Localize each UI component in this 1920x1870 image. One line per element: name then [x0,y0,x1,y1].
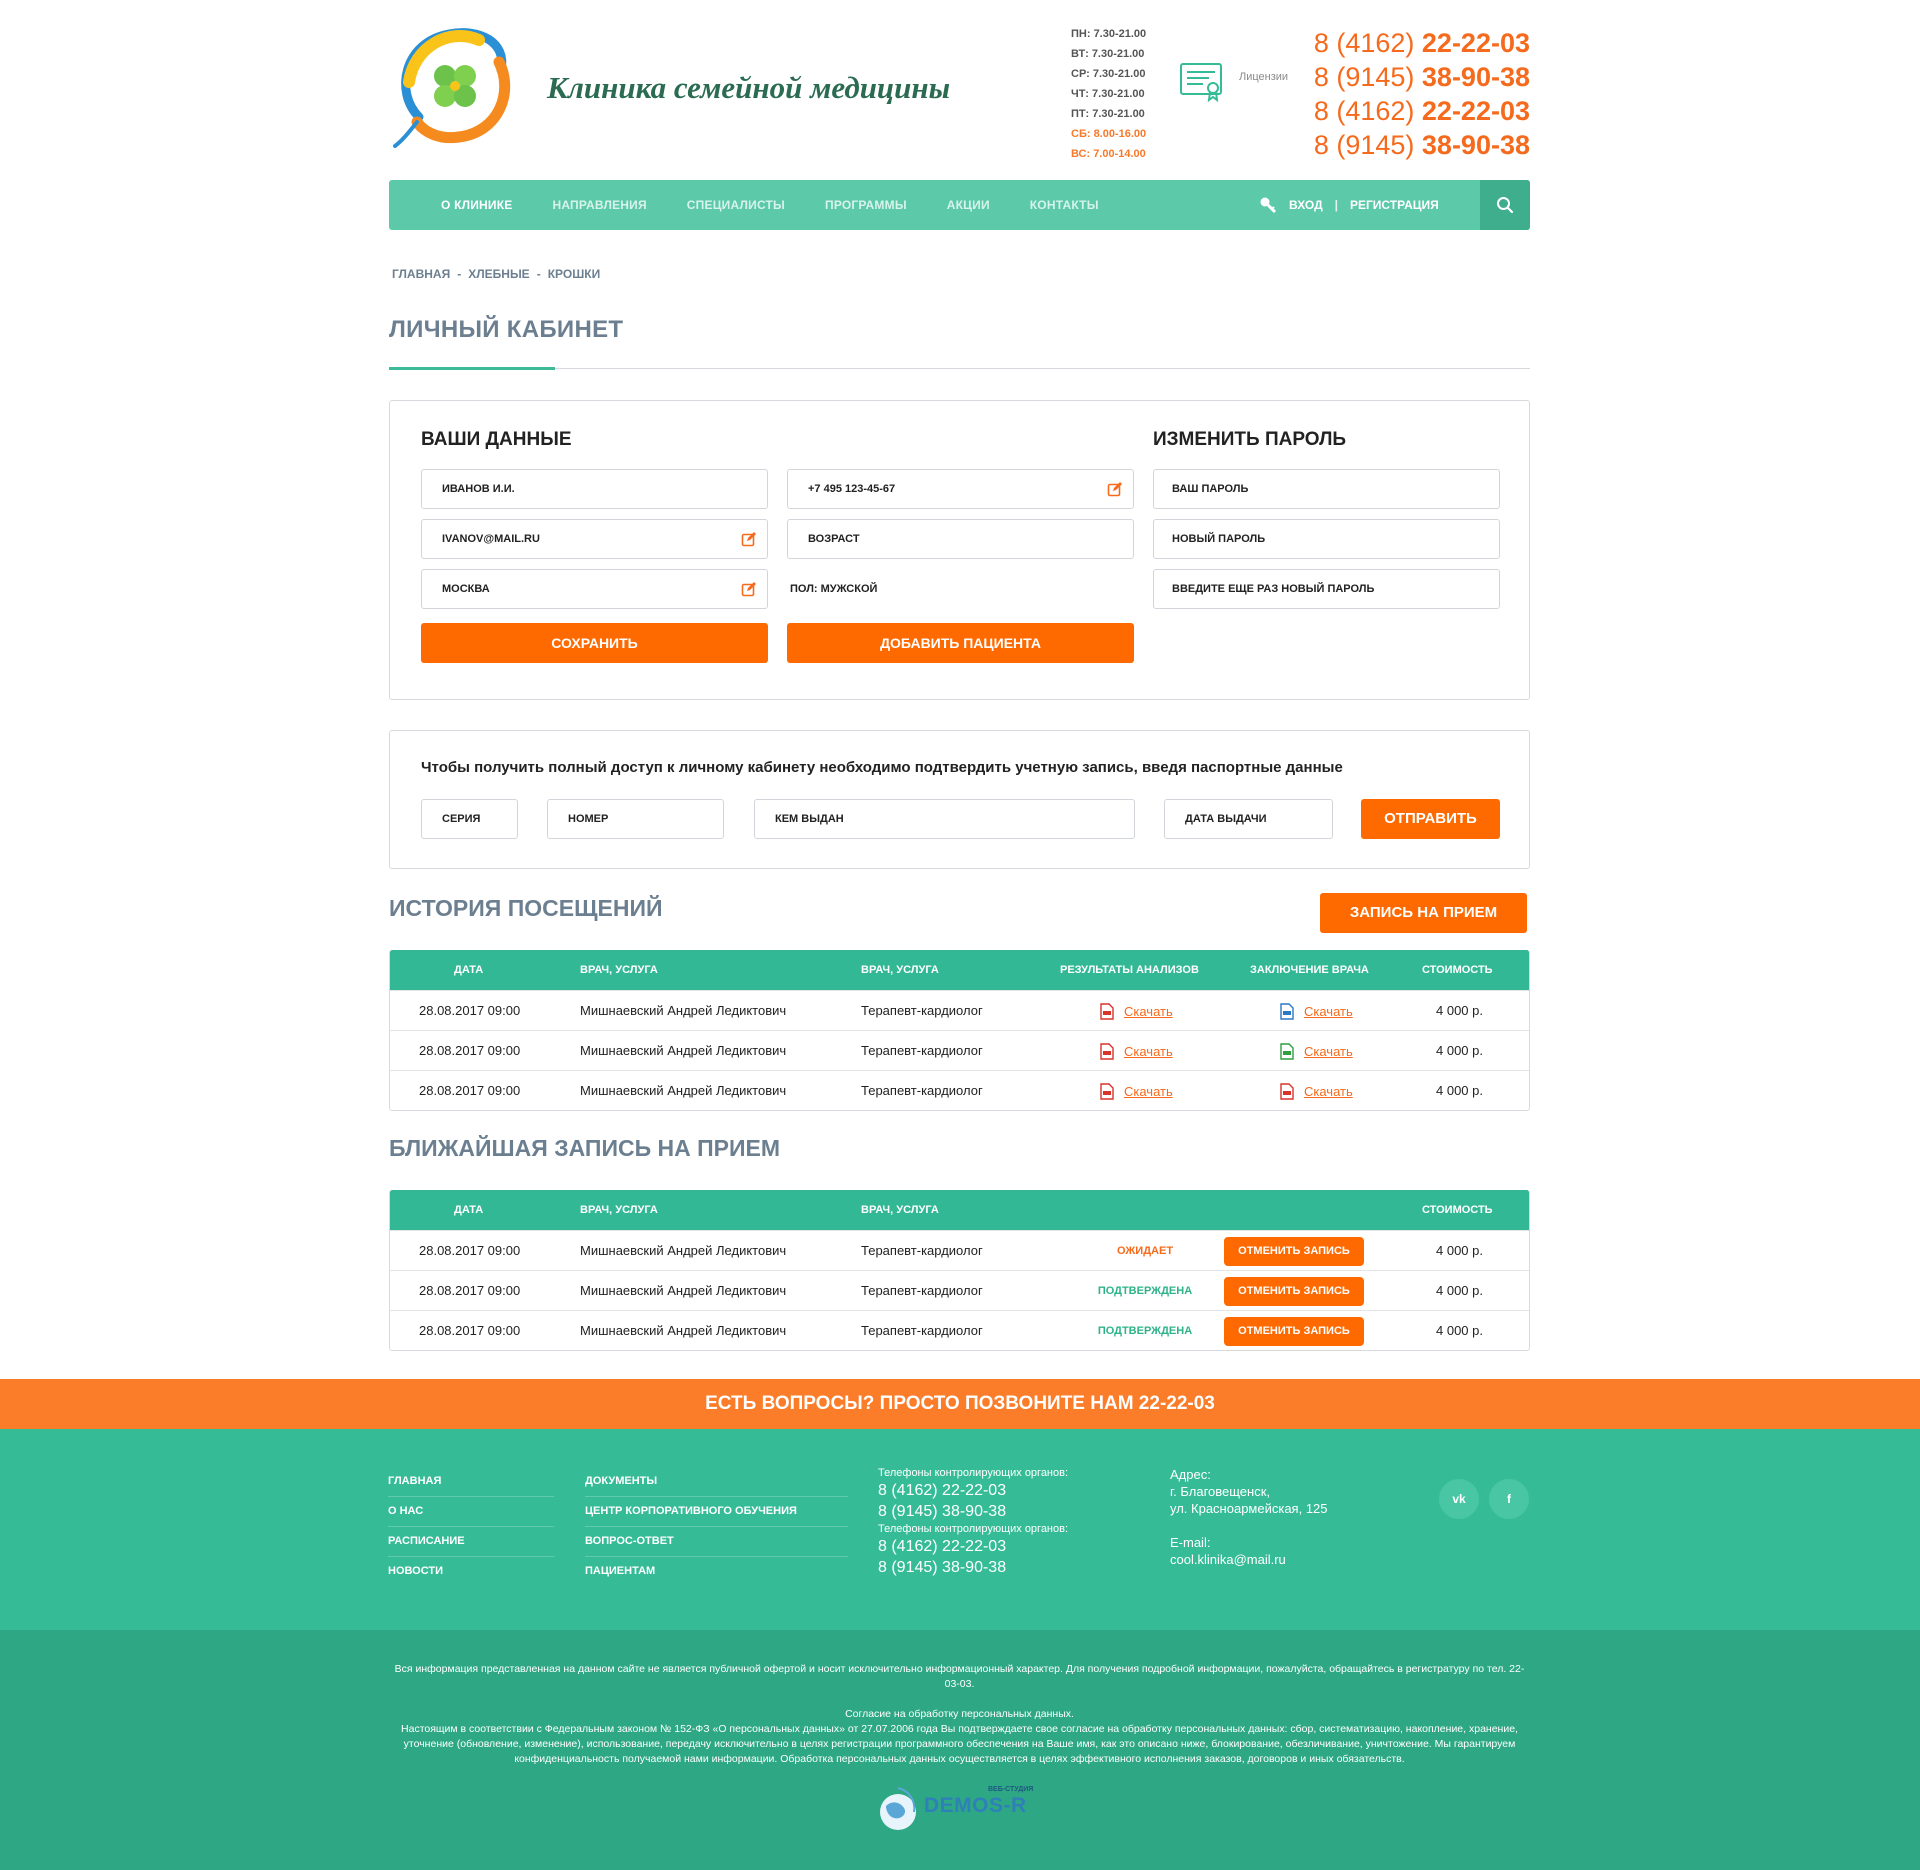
appointment-date: 28.08.2017 09:00 [419,1243,521,1258]
phones-label: Телефоны контролирующих органов: [878,1523,1069,1535]
appointment-price: 4 000 р. [1436,1243,1483,1258]
status-badge: ПОДТВЕРЖДЕНА [1097,1325,1193,1337]
footer-link[interactable]: ПАЦИЕНТАМ [585,1565,656,1577]
appointment-doctor: Мишнаевский Андрей Ледиктович [580,1283,787,1298]
status-badge: ОЖИДАЕТ [1116,1245,1174,1257]
passport-panel [389,730,1530,869]
footer-link[interactable]: РАСПИСАНИЕ [388,1527,554,1557]
appointment-service: Терапевт-кардиолог [861,1243,983,1258]
table-header [390,950,1529,990]
history-table [389,950,1530,1111]
footer-phones [878,1466,1138,1578]
age-field[interactable]: ВОЗРАСТ [787,519,1134,559]
visit-service: Терапевт-кардиолог [861,1043,983,1058]
upcoming-title: БЛИЖАЙШАЯ ЗАПИСЬ НА ПРИЕМ [389,1135,781,1161]
vk-icon[interactable]: vk [1439,1479,1479,1519]
auth-separator: | [1334,198,1338,212]
conclusion-download[interactable] [1280,1071,1353,1111]
login-link[interactable]: ВХОД [1289,198,1323,212]
hours-row-weekend: СБ: 8.00-16.00 [1071,128,1147,140]
pdf-icon [1100,1003,1114,1020]
visit-service: Терапевт-кардиолог [861,1083,983,1098]
table-row [390,1030,1529,1070]
appointment-doctor: Мишнаевский Андрей Ледиктович [580,1243,787,1258]
phone-value: +7 495 123-45-67 [808,483,896,495]
footer-phone[interactable]: 8 (9145) 38-90-38 [878,1503,1007,1520]
download-link[interactable]: Скачать [1124,1003,1173,1019]
history-title: ИСТОРИЯ ПОСЕЩЕНИЙ [389,895,663,921]
search-icon [1496,196,1514,214]
call-to-action-bar: ЕСТЬ ВОПРОСЫ? ПРОСТО ПОЗВОНИТЕ НАМ 22-22-03 [0,1379,1920,1429]
pdf-icon [1280,1083,1294,1100]
key-icon [1259,196,1277,214]
edit-icon[interactable] [1107,481,1123,497]
address-city: г. Благовещенск, [1170,1484,1271,1499]
consent-title: Согласие на обработку персональных данных. [845,1708,1074,1720]
hours-row-weekend: ВС: 7.00-14.00 [1071,148,1146,160]
visit-doctor: Мишнаевский Андрей Ледиктович [580,1003,787,1018]
breadcrumb-item: КРОШКИ [547,267,601,281]
footer-link[interactable]: ГЛАВНАЯ [388,1467,554,1497]
footer-link[interactable]: ВОПРОС-ОТВЕТ [585,1527,848,1557]
conclusion-download[interactable] [1280,1031,1353,1071]
visit-price: 4 000 р. [1436,1083,1483,1098]
table-row [390,1230,1529,1270]
phone-number: 22-22-03 [1421,96,1530,126]
consent-text: Настоящим в соответствии с Федеральным законом № 152-ФЗ «О персональных данных» от 27.07.2006 года Вы подтверждаете свое согласие на обработку персональных данных: сбор, систематизацию, накопление, хранение, уточнение (обновление, изменение), использование, передачу исключительно в целях регистрации программного обеспечения на Ваше имя, как это описано ниже, блокирование, обезличивание, уничтожение. Мы гарантируем конфиденциальность получаемой нами информации. Обработка персональных данных осуществляется в целях эффективного исполнения заказов, договоров и иных обязательств. [401,1723,1518,1765]
appointment-date: 28.08.2017 09:00 [419,1283,521,1298]
passport-series-field[interactable]: СЕРИЯ [421,799,518,839]
nav-item-contacts[interactable]: КОНТАКТЫ [1029,198,1099,212]
breadcrumb-separator: - [457,267,462,281]
footer-links-col2 [585,1467,848,1587]
column-header: ДАТА [454,1204,484,1216]
download-link[interactable]: Скачать [1124,1043,1173,1059]
passport-issued-by-field[interactable]: КЕМ ВЫДАН [754,799,1135,839]
download-link[interactable]: Скачать [1304,1083,1353,1099]
upcoming-table [389,1190,1530,1351]
hours-row: ЧТ: 7.30-21.00 [1071,88,1145,100]
column-header: ВРАЧ, УСЛУГА [861,1204,939,1216]
visit-date: 28.08.2017 09:00 [419,1083,521,1098]
visit-price: 4 000 р. [1436,1043,1483,1058]
pdf-icon [1100,1043,1114,1060]
nav-item-promotions[interactable]: АКЦИИ [946,198,990,212]
password-title: ИЗМЕНИТЬ ПАРОЛЬ [1153,429,1347,450]
footer-address [1170,1466,1410,1568]
header-phone[interactable] [1287,128,1530,162]
phone-field[interactable] [787,469,1134,509]
nav-item-about[interactable]: О КЛИНИКЕ [441,198,513,212]
results-download[interactable] [1100,1071,1173,1111]
table-row [390,1310,1529,1350]
globe-icon [878,1780,918,1842]
name-field[interactable]: ИВАНОВ И.И. [421,469,768,509]
page-title: ЛИЧНЫЙ КАБИНЕТ [389,316,624,343]
save-button[interactable]: СОХРАНИТЬ [421,623,768,663]
visit-date: 28.08.2017 09:00 [419,1003,521,1018]
column-header: ВРАЧ, УСЛУГА [580,1204,658,1216]
title-divider-accent [389,367,555,370]
main-nav [389,180,1530,230]
appointment-price: 4 000 р. [1436,1323,1483,1338]
results-download[interactable] [1100,991,1173,1031]
xls-icon [1280,1043,1294,1060]
nav-item-specialists[interactable]: СПЕЦИАЛИСТЫ [686,198,785,212]
register-link[interactable]: РЕГИСТРАЦИЯ [1350,198,1439,212]
hours-row: ПТ: 7.30-21.00 [1071,108,1145,120]
pdf-icon [1100,1083,1114,1100]
studio-label: ВЕБ-СТУДИЯ [988,1786,1034,1793]
footer-phone[interactable]: 8 (9145) 38-90-38 [878,1559,1007,1576]
table-row [390,1070,1529,1110]
license-link[interactable] [1179,60,1299,102]
column-header: ВРАЧ, УСЛУГА [861,964,939,976]
breadcrumb-item[interactable]: ХЛЕБНЫЕ [468,267,530,281]
site-title: Клиника семейной медицины [547,70,951,105]
column-header: ДАТА [454,964,484,976]
breadcrumb-item[interactable]: ГЛАВНАЯ [392,267,451,281]
address-street: ул. Красноармейская, 125 [1170,1501,1328,1516]
new-password-field[interactable]: НОВЫЙ ПАРОЛЬ [1153,519,1500,559]
breadcrumb-separator: - [536,267,541,281]
doc-icon [1280,1003,1294,1020]
table-row [390,1270,1529,1310]
submit-passport-button[interactable]: ОТПРАВИТЬ [1361,799,1500,839]
city-value: МОСКВА [442,583,490,595]
download-link[interactable]: Скачать [1304,1043,1353,1059]
results-download[interactable] [1100,1031,1173,1071]
phone-code: 8 (4162) [1313,28,1422,58]
cancel-appointment-button[interactable]: ОТМЕНИТЬ ЗАПИСЬ [1224,1237,1364,1266]
table-row [390,990,1529,1030]
passport-date-field[interactable]: ДАТА ВЫДАЧИ [1164,799,1333,839]
breadcrumb [392,267,600,281]
column-header: СТОИМОСТЬ [1422,964,1493,976]
email-value: IVANOV@MAIL.RU [442,533,540,545]
header-phone[interactable] [1287,60,1530,94]
hours-row: ПН: 7.30-21.00 [1071,28,1147,40]
header-phone[interactable] [1287,94,1530,128]
download-link[interactable]: Скачать [1304,1003,1353,1019]
phone-number: 22-22-03 [1421,28,1530,58]
working-hours [1071,24,1171,164]
column-header: ВРАЧ, УСЛУГА [580,964,658,976]
legal-section [0,1630,1920,1870]
hours-row: СР: 7.30-21.00 [1071,68,1146,80]
footer-link[interactable]: ЦЕНТР КОРПОРАТИВНОГО ОБУЧЕНИЯ [585,1497,848,1527]
phone-code: 8 (4162) [1313,96,1422,126]
appointment-doctor: Мишнаевский Андрей Ледиктович [580,1323,787,1338]
phone-code: 8 (9145) [1313,62,1422,92]
download-link[interactable]: Скачать [1124,1083,1173,1099]
cancel-appointment-button[interactable]: ОТМЕНИТЬ ЗАПИСЬ [1224,1317,1364,1346]
profile-panel [389,400,1530,700]
footer-phone[interactable]: 8 (4162) 22-22-03 [878,1482,1007,1499]
visit-date: 28.08.2017 09:00 [419,1043,521,1058]
visit-doctor: Мишнаевский Андрей Ледиктович [580,1083,787,1098]
header-phone[interactable] [1287,26,1530,60]
certificate-icon [1179,60,1225,102]
footer-links-col1 [388,1467,554,1587]
profile-title: ВАШИ ДАННЫЕ [421,429,572,450]
nav-item-programs[interactable]: ПРОГРАММЫ [825,198,907,212]
appointment-service: Терапевт-кардиолог [861,1323,983,1338]
studio-logo[interactable] [878,1780,1048,1850]
phone-number: 38-90-38 [1421,130,1530,160]
footer [0,1429,1920,1630]
status-badge: ПОДТВЕРЖДЕНА [1097,1285,1193,1297]
address-label: Адрес: [1170,1467,1211,1482]
nav-item-directions[interactable]: НАПРАВЛЕНИЯ [552,198,647,212]
footer-phone[interactable]: 8 (4162) 22-22-03 [878,1538,1007,1555]
footer-link[interactable]: О НАС [388,1497,554,1527]
column-header: СТОИМОСТЬ [1422,1204,1493,1216]
gender-label[interactable]: ПОЛ: МУЖСКОЙ [790,583,878,595]
visit-doctor: Мишнаевский Андрей Ледиктович [580,1043,787,1058]
passport-number-field[interactable]: НОМЕР [547,799,724,839]
search-button[interactable] [1480,180,1530,230]
current-password-field[interactable]: ВАШ ПАРОЛЬ [1153,469,1500,509]
clinic-logo-icon[interactable] [389,22,521,150]
passport-notice: Чтобы получить полный доступ к личному кабинету необходимо подтвердить учетную запись, введя паспортные данные [421,759,1343,776]
visit-service: Терапевт-кардиолог [861,1003,983,1018]
footer-email[interactable]: cool.klinika@mail.ru [1170,1552,1286,1567]
title-divider [389,368,1530,369]
phones-label: Телефоны контролирующих органов: [878,1467,1069,1479]
edit-icon[interactable] [741,531,757,547]
table-header [390,1190,1529,1230]
city-field[interactable] [421,569,768,609]
phone-code: 8 (9145) [1313,130,1422,160]
email-label: E-mail: [1170,1535,1211,1550]
column-header: РЕЗУЛЬТАТЫ АНАЛИЗОВ [1060,964,1199,976]
auth-links [1259,180,1439,230]
appointment-date: 28.08.2017 09:00 [419,1323,521,1338]
email-field[interactable] [421,519,768,559]
disclaimer-text: Вся информация представленная на данном сайте не является публичной офертой и носит исключительно информационный характер. Для получения подробной информации, пожалуйста, обращайтесь в регистратуру по тел. 22-03-03. [394,1663,1525,1690]
appointment-price: 4 000 р. [1436,1283,1483,1298]
spacer [1170,1517,1410,1534]
phone-number: 38-90-38 [1421,62,1530,92]
add-patient-button[interactable]: ДОБАВИТЬ ПАЦИЕНТА [787,623,1134,663]
visit-price: 4 000 р. [1436,1003,1483,1018]
studio-name: DEMOS-R [924,1794,1027,1817]
footer-link[interactable]: НОВОСТИ [388,1565,444,1577]
conclusion-download[interactable] [1280,991,1353,1031]
header-phones [1287,26,1530,162]
repeat-password-field[interactable]: ВВЕДИТЕ ЕЩЕ РАЗ НОВЫЙ ПАРОЛЬ [1153,569,1500,609]
book-appointment-button[interactable]: ЗАПИСЬ НА ПРИЕМ [1320,893,1527,933]
footer-link[interactable]: ДОКУМЕНТЫ [585,1467,848,1497]
column-header: ЗАКЛЮЧЕНИЕ ВРАЧА [1250,964,1369,976]
license-label: Лицензии [1239,71,1289,83]
appointment-service: Терапевт-кардиолог [861,1283,983,1298]
header [389,0,1530,170]
cancel-appointment-button[interactable]: ОТМЕНИТЬ ЗАПИСЬ [1224,1277,1364,1306]
edit-icon[interactable] [741,581,757,597]
facebook-icon[interactable]: f [1489,1479,1529,1519]
hours-row: ВТ: 7.30-21.00 [1071,48,1145,60]
